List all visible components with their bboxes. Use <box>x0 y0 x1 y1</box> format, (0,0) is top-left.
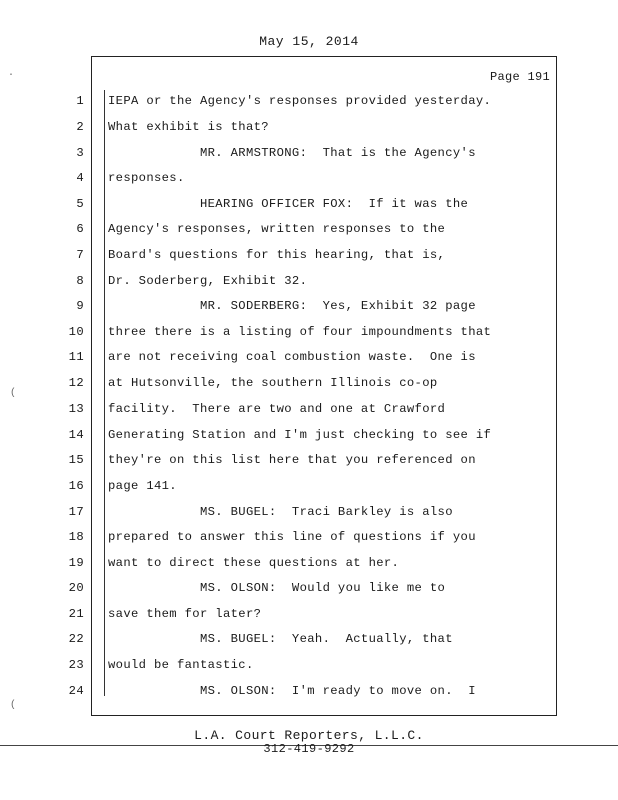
line-text: Dr. Soderberg, Exhibit 32. <box>108 274 308 288</box>
transcript-line <box>0 222 618 242</box>
transcript-line <box>0 453 618 473</box>
line-number: 22 <box>68 632 84 646</box>
line-number: 19 <box>68 556 84 570</box>
scan-speck: ( <box>10 700 17 711</box>
line-text: are not receiving coal combustion waste. One is <box>108 350 476 364</box>
line-text: want to direct these questions at her. <box>108 556 400 570</box>
transcript-line <box>0 428 618 448</box>
line-number: 6 <box>76 222 84 236</box>
line-text: Agency's responses, written responses to the <box>108 222 446 236</box>
line-number: 21 <box>68 607 84 621</box>
line-number: 12 <box>68 376 84 390</box>
line-text: Generating Station and I'm just checking to see if <box>108 428 492 442</box>
transcript-line <box>0 402 618 422</box>
court-reporter-name: L.A. Court Reporters, L.L.C. <box>194 728 424 743</box>
court-reporter-phone: 312-419-9292 <box>263 742 355 756</box>
transcript-line <box>0 479 618 499</box>
transcript-line <box>0 658 618 678</box>
line-number: 15 <box>68 453 84 467</box>
line-text: three there is a listing of four impoundments that <box>108 325 492 339</box>
line-number: 7 <box>76 248 84 262</box>
line-number: 13 <box>68 402 84 416</box>
transcript-line <box>0 530 618 550</box>
transcript-line <box>0 350 618 370</box>
line-text: MR. ARMSTRONG: That is the Agency's <box>108 146 476 160</box>
line-number: 20 <box>68 581 84 595</box>
line-number: 5 <box>76 197 84 211</box>
scan-speck: ( <box>10 388 17 399</box>
line-text: MR. SODERBERG: Yes, Exhibit 32 page <box>108 299 476 313</box>
line-text: facility. There are two and one at Crawford <box>108 402 446 416</box>
line-number: 16 <box>68 479 84 493</box>
line-number: 8 <box>76 274 84 288</box>
line-text: save them for later? <box>108 607 262 621</box>
line-number: 18 <box>68 530 84 544</box>
line-text: MS. BUGEL: Traci Barkley is also <box>108 505 453 519</box>
line-number: 24 <box>68 684 84 698</box>
line-text: HEARING OFFICER FOX: If it was the <box>108 197 469 211</box>
transcript-line <box>0 376 618 396</box>
line-number: 23 <box>68 658 84 672</box>
line-text: MS. OLSON: I'm ready to move on. I <box>108 684 476 698</box>
transcript-line <box>0 607 618 627</box>
line-text: What exhibit is that? <box>108 120 269 134</box>
transcript-line <box>0 556 618 576</box>
transcript-line <box>0 171 618 191</box>
transcript-line <box>0 632 618 652</box>
line-number: 4 <box>76 171 84 185</box>
transcript-line <box>0 505 618 525</box>
line-text: MS. OLSON: Would you like me to <box>108 581 446 595</box>
transcript-line <box>0 325 618 345</box>
line-number: 9 <box>76 299 84 313</box>
line-text: they're on this list here that you referenced on <box>108 453 476 467</box>
transcript-line <box>0 684 618 704</box>
transcript-date: May 15, 2014 <box>259 34 359 49</box>
line-number: 10 <box>68 325 84 339</box>
line-text: would be fantastic. <box>108 658 254 672</box>
line-number: 14 <box>68 428 84 442</box>
line-text: at Hutsonville, the southern Illinois co-op <box>108 376 438 390</box>
line-number: 11 <box>68 350 84 364</box>
line-text: MS. BUGEL: Yeah. Actually, that <box>108 632 453 646</box>
transcript-line <box>0 120 618 140</box>
line-text: Board's questions for this hearing, that is, <box>108 248 446 262</box>
line-number: 1 <box>76 94 84 108</box>
transcript-line <box>0 581 618 601</box>
line-number: 2 <box>76 120 84 134</box>
transcript-line <box>0 248 618 268</box>
transcript-line <box>0 94 618 114</box>
page-number: Page 191 <box>489 70 550 84</box>
transcript-line <box>0 299 618 319</box>
line-text: page 141. <box>108 479 177 493</box>
line-text: IEPA or the Agency's responses provided yesterday. <box>108 94 492 108</box>
line-number: 17 <box>68 505 84 519</box>
transcript-line <box>0 197 618 217</box>
line-text: prepared to answer this line of questions if you <box>108 530 476 544</box>
line-number: 3 <box>76 146 84 160</box>
scan-speck: · <box>8 70 15 81</box>
line-text: responses. <box>108 171 185 185</box>
transcript-line <box>0 146 618 166</box>
transcript-line <box>0 274 618 294</box>
